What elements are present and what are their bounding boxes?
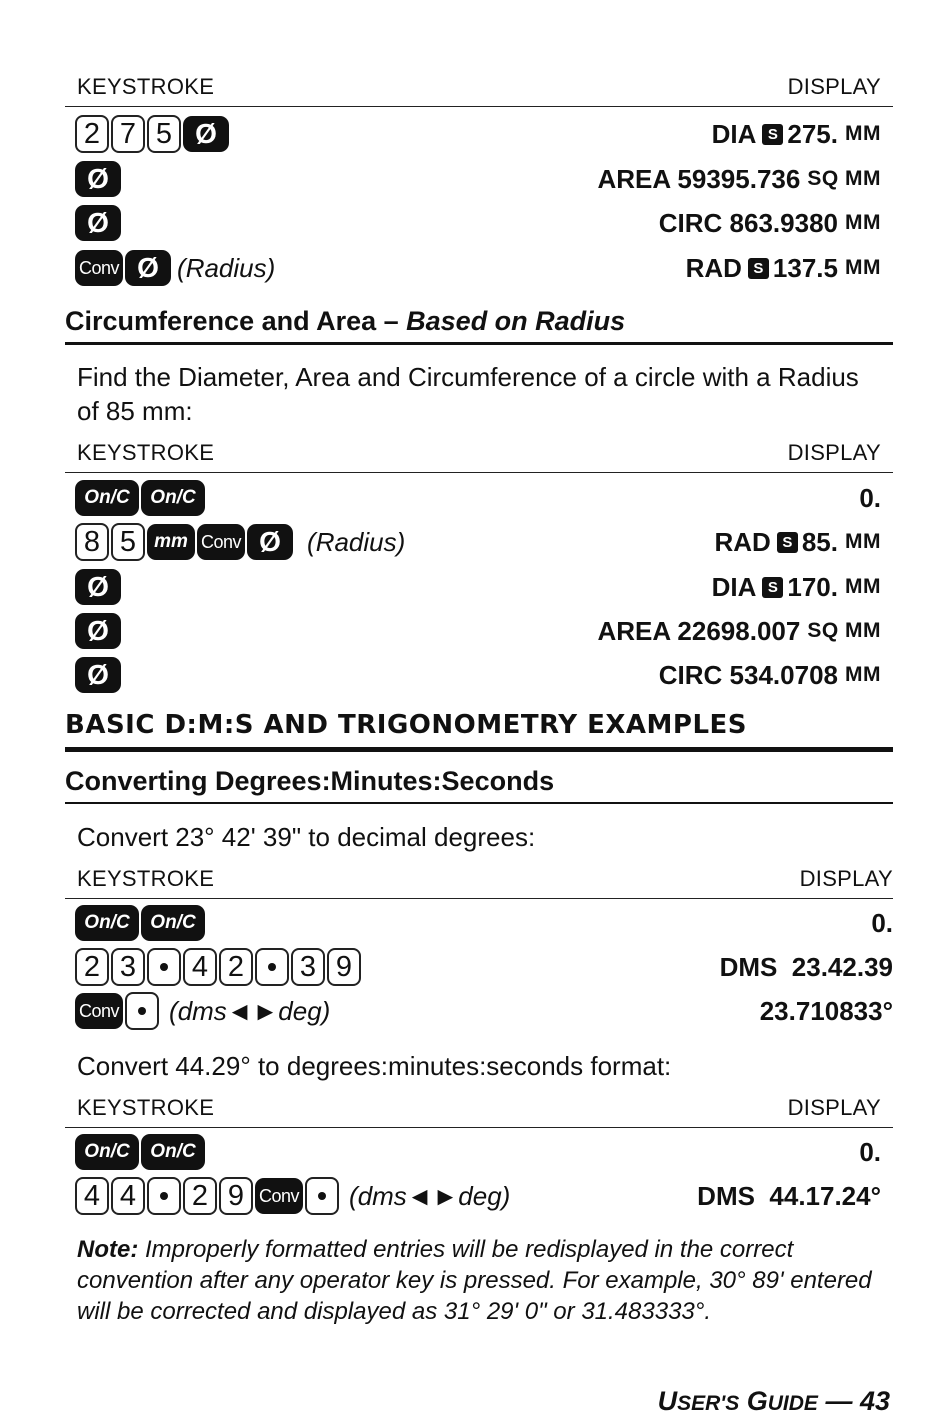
section-rule (65, 342, 893, 345)
keystroke-cell (75, 201, 121, 245)
display-label: CIRC 863.9380 (658, 207, 838, 238)
table-row (65, 653, 893, 697)
key-5: 5 (147, 115, 181, 153)
key-annotation: (Radius) (307, 526, 406, 557)
display-cell (597, 157, 881, 201)
display-label: AREA 22698.007 (597, 615, 801, 646)
keystroke-header: KEYSTROKE (77, 1095, 215, 1120)
circle-key-icon: Ø (75, 569, 121, 605)
display-unit: SQ MM (807, 167, 881, 190)
table-header (65, 1091, 893, 1128)
conv-key-icon: Conv (75, 250, 123, 286)
display-cell (760, 989, 893, 1033)
conv-key-icon: Conv (75, 993, 123, 1029)
s-indicator-icon: S (777, 532, 798, 553)
display-label: RAD (714, 526, 771, 557)
on-c-key-icon: On/C (75, 905, 139, 941)
footer-user: U (657, 1386, 678, 1416)
display-header: DISPLAY (787, 440, 881, 465)
footer-user-sc: SER'S (677, 1392, 740, 1415)
conv-key-icon: Conv (197, 524, 245, 560)
table-row (65, 520, 893, 564)
dms-prompt-1: Convert 23° 42' 39" to decimal degrees: (77, 822, 536, 852)
display-label: DMS 23.42.39 (719, 951, 893, 982)
note-label: Note: (77, 1236, 139, 1263)
section-title-text: Circumference and Area – (65, 306, 407, 336)
on-c-key-icon: On/C (141, 905, 205, 941)
display-label: RAD (685, 252, 742, 283)
display-cell (715, 520, 882, 564)
display-cell (720, 945, 893, 989)
keystroke-cell (75, 609, 121, 653)
dms-dot-key-icon (125, 992, 159, 1030)
table-row (65, 1130, 893, 1174)
note-paragraph (77, 1234, 877, 1327)
display-label: 0. (859, 1136, 881, 1167)
keystroke-cell (75, 653, 121, 697)
table-row (65, 112, 893, 156)
keystroke-cell (75, 112, 229, 156)
display-unit: MM (845, 122, 881, 145)
key-annotation: (Radius) (177, 252, 276, 283)
display-label: DIA (711, 571, 757, 602)
key-annotation: (dms◄►deg) (169, 995, 331, 1026)
keystroke-cell (75, 989, 330, 1033)
keystroke-cell (75, 520, 405, 564)
key-7: 7 (111, 115, 145, 153)
section-title-dms: Converting Degrees:Minutes:Seconds (65, 766, 555, 796)
keystroke-header: KEYSTROKE (77, 440, 215, 465)
display-unit: MM (845, 663, 881, 686)
key-4: 4 (75, 1177, 109, 1215)
circle-key-icon: Ø (75, 161, 121, 197)
display-label: AREA 59395.736 (597, 163, 801, 194)
display-cell (697, 1174, 881, 1218)
display-cell (712, 565, 881, 609)
table-row (65, 945, 893, 989)
circle-key-icon: Ø (183, 116, 229, 152)
keystroke-cell (75, 1174, 510, 1218)
circle-key-icon: Ø (75, 613, 121, 649)
on-c-key-icon: On/C (75, 1134, 139, 1170)
major-rule (65, 747, 893, 752)
display-label: DMS 44.17.24° (697, 1180, 881, 1211)
keystroke-cell (75, 901, 205, 945)
keystroke-cell (75, 157, 121, 201)
display-value: 85. (801, 526, 838, 557)
display-label: CIRC 534.0708 (658, 659, 838, 690)
key-9: 9 (327, 948, 361, 986)
display-label: DIA (711, 118, 757, 149)
major-heading: BASIC D:M:S AND TRIGONOMETRY EXAMPLES (65, 710, 748, 740)
display-cell (712, 112, 881, 156)
table-header (65, 70, 893, 107)
dms-prompt-2: Convert 44.29° to degrees:minutes:seconds format: (77, 1051, 672, 1081)
display-header: DISPLAY (787, 1095, 881, 1120)
key-annotation: (dms◄►deg) (349, 1180, 511, 1211)
dms-dot-key-icon (147, 1177, 181, 1215)
display-label: 0. (871, 907, 893, 938)
s-indicator-icon: S (762, 577, 783, 598)
display-cell (859, 476, 881, 520)
section-rule (65, 802, 893, 804)
circle-key-icon: Ø (125, 250, 171, 286)
section-title-radius (65, 306, 893, 337)
table-row (65, 565, 893, 609)
display-value: 275. (787, 118, 838, 149)
display-header: DISPLAY (787, 74, 881, 99)
section-title-italic: Based on Radius (406, 306, 626, 336)
footer-guide-sc: UIDE (767, 1392, 818, 1415)
on-c-key-icon: On/C (141, 480, 205, 516)
table-row (65, 1174, 893, 1218)
display-unit: MM (845, 256, 881, 279)
mm-key-icon: mm (147, 524, 195, 560)
note-text: Improperly formatted entries will be redisplayed in the correct convention after any operator key is pressed. For example, 30° 89' entered will be corrected and displayed as 31° 29' 0" or 31.483333°. (77, 1236, 872, 1325)
table-row (65, 246, 893, 290)
key-2: 2 (183, 1177, 217, 1215)
display-cell (871, 901, 893, 945)
display-header: DISPLAY (799, 866, 893, 891)
circle-key-icon: Ø (247, 524, 293, 560)
dms-dot-key-icon (147, 948, 181, 986)
table-row (65, 901, 893, 945)
key-3: 3 (111, 948, 145, 986)
table-row (65, 201, 893, 245)
display-label: 0. (859, 482, 881, 513)
key-4: 4 (111, 1177, 145, 1215)
circle-key-icon: Ø (75, 657, 121, 693)
page-number: — 43 (817, 1386, 890, 1416)
footer-guide: G (739, 1386, 768, 1416)
table-row (65, 157, 893, 201)
page-footer (658, 1386, 890, 1417)
keystroke-header: KEYSTROKE (77, 866, 215, 891)
key-2: 2 (75, 948, 109, 986)
keystroke-cell (75, 246, 275, 290)
key-5: 5 (111, 523, 145, 561)
keystroke-cell (75, 565, 121, 609)
table-header (65, 436, 893, 473)
key-2: 2 (219, 948, 253, 986)
display-cell (686, 246, 881, 290)
table-row (65, 989, 893, 1033)
table-row (65, 609, 893, 653)
display-label: 23.710833° (759, 995, 893, 1026)
display-unit: MM (845, 575, 881, 598)
conv-key-icon: Conv (255, 1178, 303, 1214)
dms-dot-key-icon (255, 948, 289, 986)
display-value: 137.5 (772, 252, 838, 283)
display-value: 170. (787, 571, 838, 602)
display-unit: MM (845, 211, 881, 234)
display-unit: MM (845, 530, 881, 553)
key-2: 2 (75, 115, 109, 153)
keystroke-cell (75, 476, 205, 520)
key-8: 8 (75, 523, 109, 561)
keystroke-cell (75, 945, 361, 989)
on-c-key-icon: On/C (75, 480, 139, 516)
display-cell (597, 609, 881, 653)
display-cell (659, 201, 881, 245)
key-4: 4 (183, 948, 217, 986)
keystroke-header: KEYSTROKE (77, 74, 215, 99)
s-indicator-icon: S (748, 258, 769, 279)
s-indicator-icon: S (762, 124, 783, 145)
keystroke-cell (75, 1130, 205, 1174)
table-row (65, 476, 893, 520)
display-unit: SQ MM (807, 619, 881, 642)
dms-dot-key-icon (305, 1177, 339, 1215)
on-c-key-icon: On/C (141, 1134, 205, 1170)
table-header (65, 862, 893, 899)
key-3: 3 (291, 948, 325, 986)
display-cell (659, 653, 881, 697)
display-cell (859, 1130, 881, 1174)
key-9: 9 (219, 1177, 253, 1215)
radius-prompt: Find the Diameter, Area and Circumference of a circle with a Radius of 85 mm: (77, 362, 859, 426)
circle-key-icon: Ø (75, 205, 121, 241)
